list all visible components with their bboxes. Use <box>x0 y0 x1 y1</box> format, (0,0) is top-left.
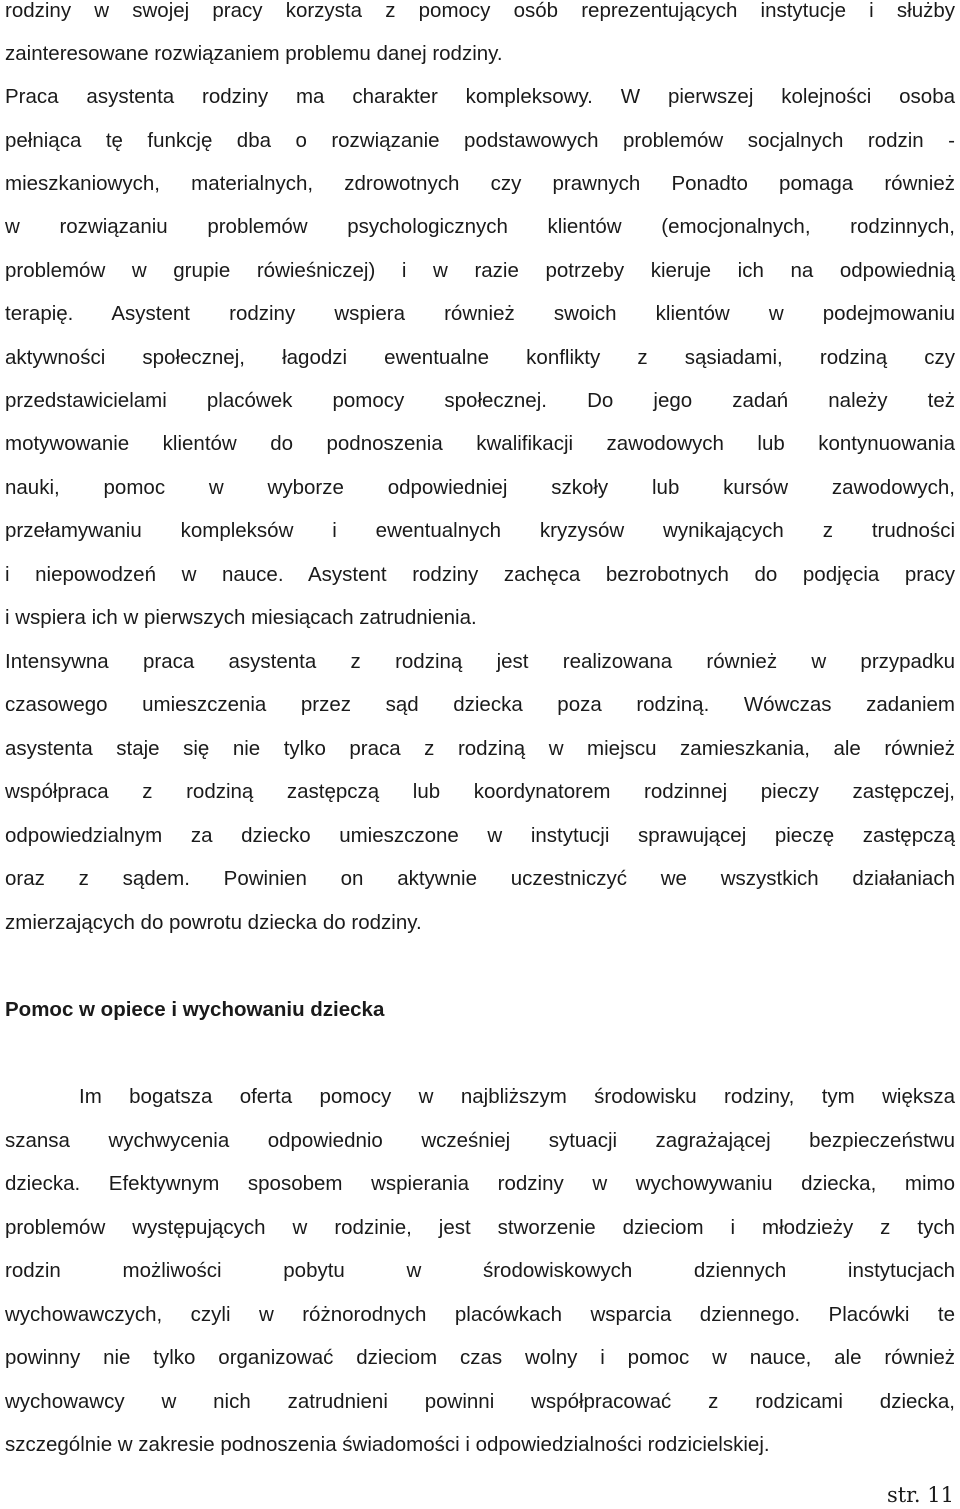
paragraph-line: oraz z sądem. Powinien on aktywnie uczestniczyć we wszystkich działaniach <box>5 867 955 890</box>
paragraph-line: pełniąca tę funkcję dba o rozwiązanie podstawowych problemów socjalnych rodzin - <box>5 129 955 152</box>
paragraph-line: terapię. Asystent rodziny wspiera również swoich klientów w podejmowaniu <box>5 302 955 325</box>
paragraph-line: mieszkaniowych, materialnych, zdrowotnych czy prawnych Ponadto pomaga również <box>5 172 955 195</box>
paragraph-line: czasowego umieszczenia przez sąd dziecka poza rodziną. Wówczas zadaniem <box>5 693 955 716</box>
paragraph-line: wychowawcy w nich zatrudnieni powinni współpracować z rodzicami dziecka, <box>5 1390 955 1413</box>
paragraph-line: zmierzających do powrotu dziecka do rodziny. <box>5 911 422 934</box>
paragraph-line: rodzin możliwości pobytu w środowiskowych dziennych instytucjach <box>5 1259 955 1282</box>
paragraph-line: Praca asystenta rodziny ma charakter kompleksowy. W pierwszej kolejności osoba <box>5 85 955 108</box>
paragraph-line: przełamywaniu kompleksów i ewentualnych kryzysów wynikających z trudności <box>5 519 955 542</box>
section-heading: Pomoc w opiece i wychowaniu dziecka <box>5 998 385 1021</box>
paragraph-line: problemów w grupie rówieśniczej) i w razie potrzeby kieruje ich na odpowiednią <box>5 259 955 282</box>
paragraph-line: szczególnie w zakresie podnoszenia świadomości i odpowiedzialności rodzicielskiej. <box>5 1433 770 1456</box>
paragraph-line: zainteresowane rozwiązaniem problemu danej rodziny. <box>5 42 503 65</box>
paragraph-line: aktywności społecznej, łagodzi ewentualne konflikty z sąsiadami, rodziną czy <box>5 346 955 369</box>
paragraph-line: motywowanie klientów do podnoszenia kwalifikacji zawodowych lub kontynuowania <box>5 432 955 455</box>
paragraph-line: i wspiera ich w pierwszych miesiącach zatrudnienia. <box>5 606 477 629</box>
paragraph-line: Im bogatsza oferta pomocy w najbliższym środowisku rodziny, tym większa <box>79 1085 955 1108</box>
paragraph-line: szansa wychwycenia odpowiednio wcześniej sytuacji zagrażającej bezpieczeństwu <box>5 1129 955 1152</box>
paragraph-line: nauki, pomoc w wyborze odpowiedniej szkoły lub kursów zawodowych, <box>5 476 955 499</box>
paragraph-line: problemów występujących w rodzinie, jest stworzenie dzieciom i młodzieży z tych <box>5 1216 955 1239</box>
paragraph-line: dziecka. Efektywnym sposobem wspierania rodziny w wychowywaniu dziecka, mimo <box>5 1172 955 1195</box>
paragraph-line: rodziny w swojej pracy korzysta z pomocy osób reprezentujących instytucje i służby <box>5 0 955 22</box>
page-number: str. 11 <box>886 1483 954 1507</box>
paragraph-line: współpraca z rodziną zastępczą lub koordynatorem rodzinnej pieczy zastępczej, <box>5 780 955 803</box>
paragraph-line: asystenta staje się nie tylko praca z rodziną w miejscu zamieszkania, ale również <box>5 737 955 760</box>
paragraph-line: powinny nie tylko organizować dzieciom czas wolny i pomoc w nauce, ale również <box>5 1346 955 1369</box>
paragraph-line: w rozwiązaniu problemów psychologicznych klientów (emocjonalnych, rodzinnych, <box>5 215 955 238</box>
paragraph-line: Intensywna praca asystenta z rodziną jest realizowana również w przypadku <box>5 650 955 673</box>
paragraph-line: i niepowodzeń w nauce. Asystent rodziny zachęca bezrobotnych do podjęcia pracy <box>5 563 955 586</box>
paragraph-line: przedstawicielami placówek pomocy społecznej. Do jego zadań należy też <box>5 389 955 412</box>
paragraph-line: odpowiedzialnym za dziecko umieszczone w instytucji sprawującej pieczę zastępczą <box>5 824 955 847</box>
paragraph-line: wychowawczych, czyli w różnorodnych placówkach wsparcia dziennego. Placówki te <box>5 1303 955 1326</box>
